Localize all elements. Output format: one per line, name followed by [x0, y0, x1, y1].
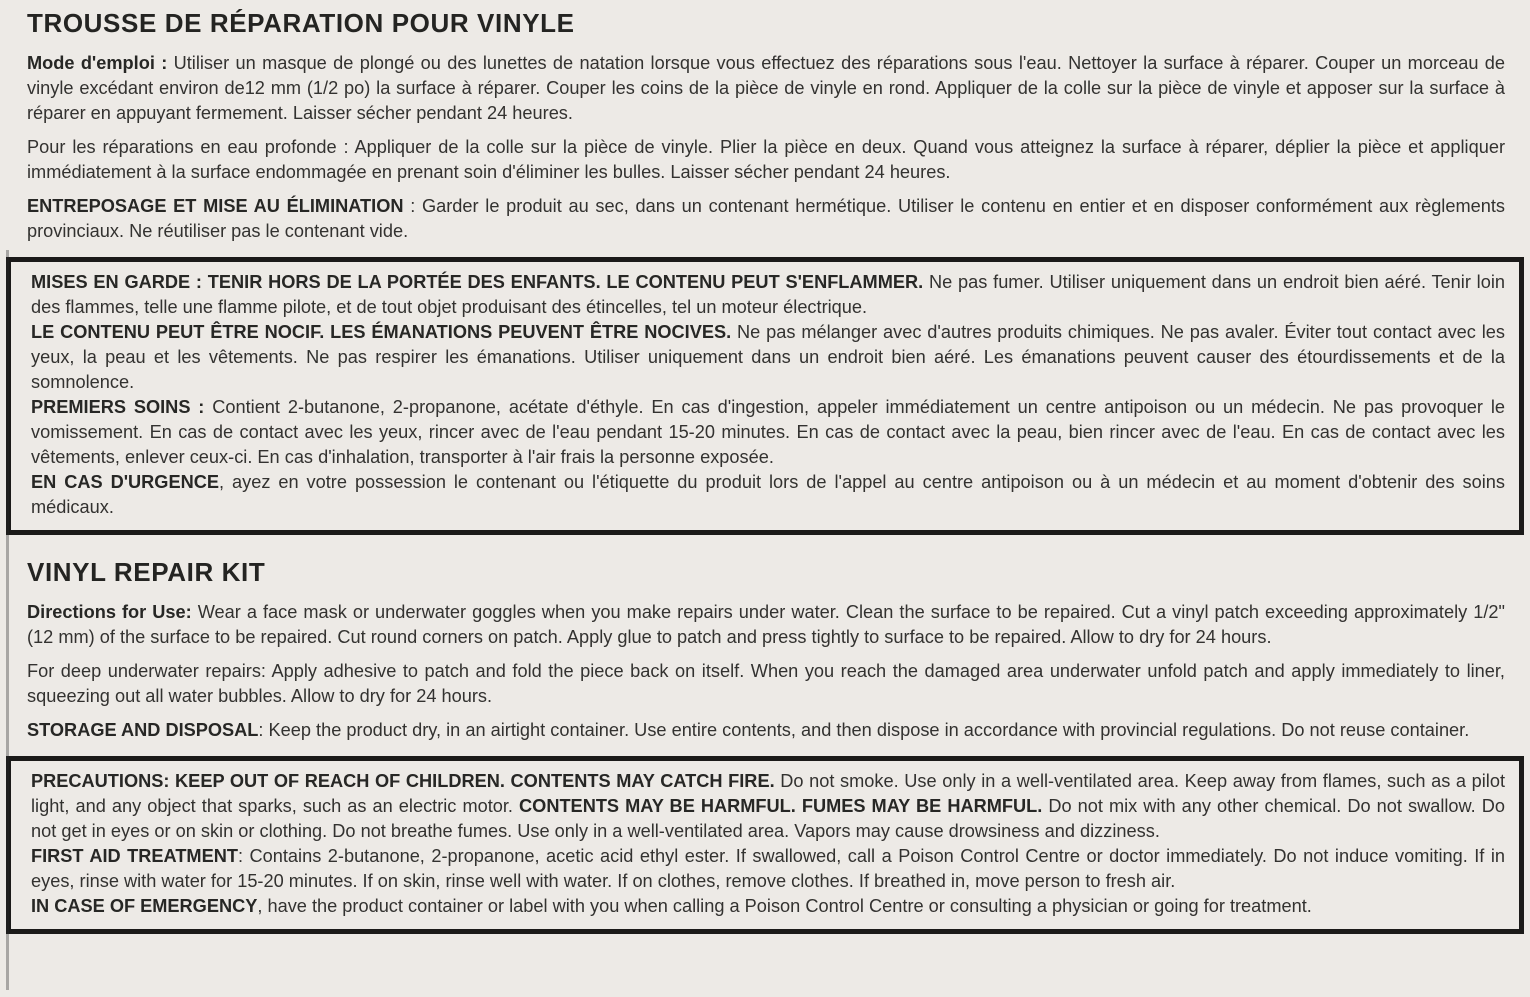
precautions-paragraph-first-aid: FIRST AID TREATMENT: Contains 2-butanone, 2-propanone, acetic acid ethyl ester. If swallowed, call a Poison Control Centre or doctor immediately. Do not induce vomiting. If in eyes, rinse with water for 15-20 minutes. If on skin, rinse well with water. If on clothes, remove clothes. If breathed in, move person to fresh air.	[31, 846, 1506, 891]
paragraph-english-storage: STORAGE AND DISPOSAL: Keep the product dry, in an airtight container. Use entire contents, and then dispose in accordance with provincial regulations. Do not reuse container.	[27, 720, 1470, 740]
paragraph-french-deep-repair: Pour les réparations en eau profonde : Appliquer de la colle sur la pièce de vinyle. Plier la pièce en deux. Quand vous atteignez la surface à réparer, déplier la pièce et appliquer immédiatement à la surface endommagée en prenant soin d'éliminer les bulles. Laisser sécher pendant 24 heures.	[27, 137, 1505, 182]
warning-paragraph-en-cas-urgence: EN CAS D'URGENCE, ayez en votre possession le contenant ou l'étiquette du produit lors de l'appel au centre antipoison ou à un médecin et au moment d'obtenir des soins médicaux.	[31, 472, 1505, 517]
precautions-paragraph-emergency: IN CASE OF EMERGENCY, have the product container or label with you when calling a Poison Control Centre or consulting a physician or going for treatment.	[31, 896, 1312, 916]
warning-box-french	[6, 257, 1524, 535]
precautions-box-english	[6, 756, 1524, 934]
paragraph-french-storage: ENTREPOSAGE ET MISE AU ÉLIMINATION : Garder le produit au sec, dans un contenant hermétique. Utiliser le contenu en entier et en disposer conformément aux règlements provinciaux. Ne réutiliser pas le contenant vide.	[27, 196, 1505, 241]
precautions-paragraph-main: PRECAUTIONS: KEEP OUT OF REACH OF CHILDREN. CONTENTS MAY CATCH FIRE. Do not smoke. Use only in a well-ventilated area. Keep away from flames, such as a pilot light, and any object that sparks, such as an electric motor. CONTENTS MAY BE HARMFUL. FUMES MAY BE HARMFUL. Do not mix with any other chemical. Do not swallow. Do not get in eyes or on skin or clothing. Do not breathe fumes. Use only in a well-ventilated area. Vapors may cause drowsiness and dizziness.	[31, 771, 1506, 841]
warning-paragraph-contenu-nocif: LE CONTENU PEUT ÊTRE NOCIF. LES ÉMANATIONS PEUVENT ÊTRE NOCIVES. Ne pas mélanger avec d'autres produits chimiques. Ne pas avaler. Éviter tout contact avec les yeux, la peau et les vêtements. Ne pas respirer les émanations. Utiliser uniquement dans un endroit bien aéré. Les émanations peuvent causer des étourdissements et de la somnolence.	[31, 322, 1505, 392]
section-title-english: VINYL REPAIR KIT	[27, 557, 266, 587]
warning-paragraph-premiers-soins: PREMIERS SOINS : Contient 2-butanone, 2-propanone, acétate d'éthyle. En cas d'ingestion, appeler immédiatement un centre antipoison ou un médecin. Ne pas provoquer le vomissement. En cas de contact avec les yeux, rincer avec de l'eau pendant 15-20 minutes. En cas de contact avec la peau, bien rincer avec de l'eau. En cas de contact avec les vêtements, enlever ceux-ci. En cas d'inhalation, transporter à l'air frais la personne exposée.	[31, 397, 1505, 467]
scan-edge-artifact	[6, 250, 9, 990]
section-title-french: TROUSSE DE RÉPARATION POUR VINYLE	[27, 8, 575, 38]
warning-paragraph-mises-en-garde: MISES EN GARDE : TENIR HORS DE LA PORTÉE DES ENFANTS. LE CONTENU PEUT S'ENFLAMMER. Ne pas fumer. Utiliser uniquement dans un endroit bien aéré. Tenir loin des flammes, telle une flamme pilote, et de tout objet produisant des étincelles, tel un moteur électrique.	[31, 272, 1505, 317]
paragraph-english-directions: Directions for Use: Wear a face mask or underwater goggles when you make repairs under water. Clean the surface to be repaired. Cut a vinyl patch exceeding approximately 1/2" (12 mm) of the surface to be repaired. Cut round corners on patch. Apply glue to patch and press tightly to surface to be repaired. Allow to dry for 24 hours.	[27, 602, 1505, 647]
paragraph-english-deep-repair: For deep underwater repairs: Apply adhesive to patch and fold the piece back on itself. When you reach the damaged area underwater unfold patch and apply immediately to liner, squeezing out all water bubbles. Allow to dry for 24 hours.	[27, 661, 1505, 706]
paragraph-french-directions: Mode d'emploi : Utiliser un masque de plongé ou des lunettes de natation lorsque vous effectuez des réparations sous l'eau. Nettoyer la surface à réparer. Couper un morceau de vinyle excédant environ de12 mm (1/2 po) la surface à réparer. Couper les coins de la pièce de vinyle en rond. Appliquer de la colle sur la pièce de vinyle et apposer sur la surface à réparer en appuyant fermement. Laisser sécher pendant 24 heures.	[27, 53, 1506, 123]
